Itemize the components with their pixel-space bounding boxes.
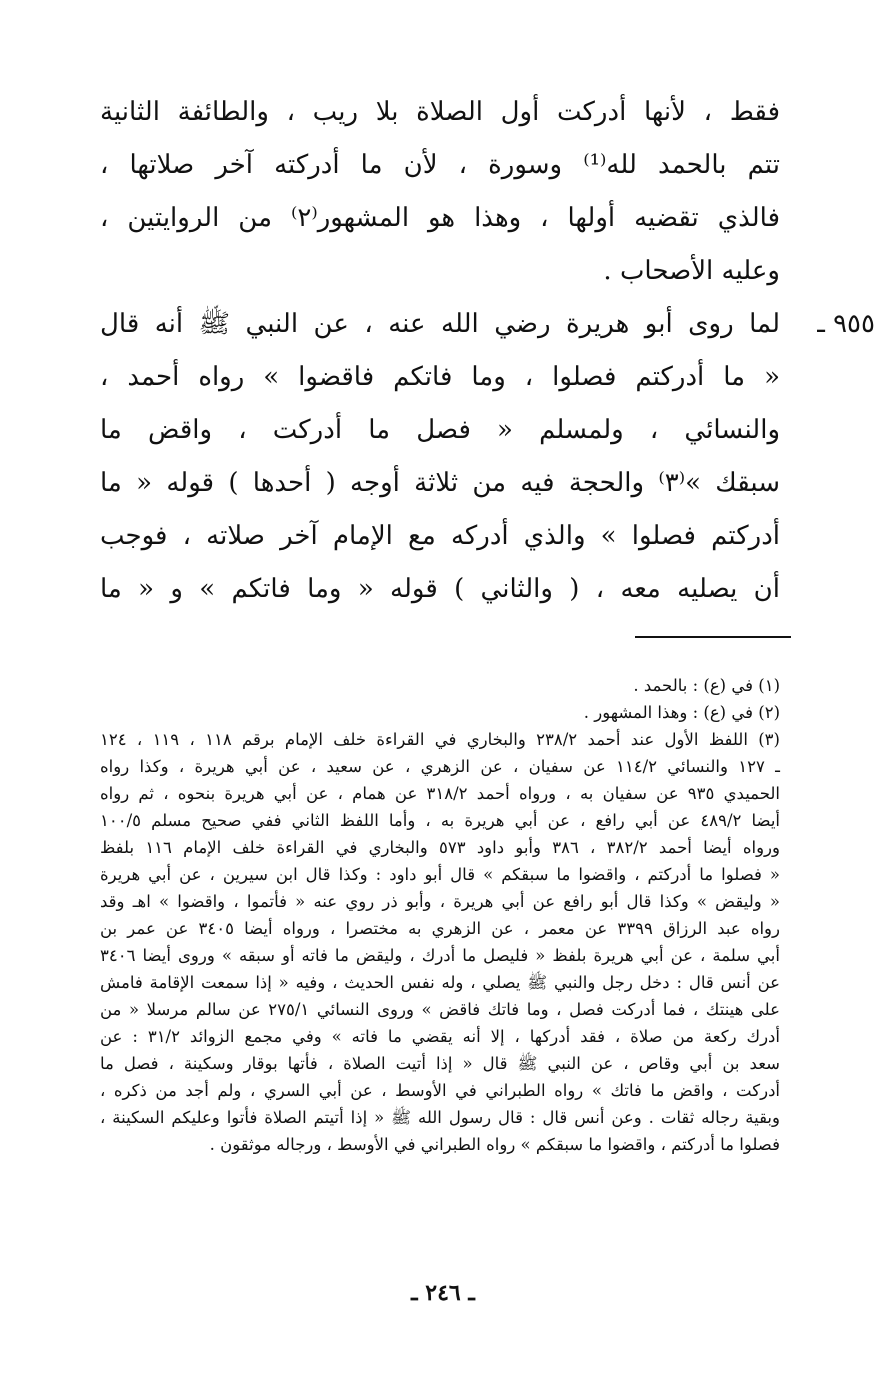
text-line: أدركتم فصلوا » والذي أدركه مع الإمام آخر صلاته ، فوجب [100,521,780,551]
text-line: والنسائي ، ولمسلم « فصل ما أدركت ، واقض ما [100,415,780,445]
footnote-3-line: ورواه أيضا أحمد ٣٨٢/٢ ، ٣٨٦ وأبو داود ٥٧٣ والبخاري في القراءة خلف الإمام ١١٦ بلفظ [100,838,780,857]
footnote-2: (٢) في (ع) : وهذا المشهور . [583,703,780,722]
text-line: سبقك »⁽٣⁾ والحجة فيه من ثلاثة أوجه ( أحدها ) قوله « ما [100,468,780,498]
main-text [100,86,875,616]
page-number: ـ ٢٤٦ ـ [411,1280,475,1306]
footnote-3-line: أيضا ٤٨٩/٢ عن أبي رافع ، عن أبي هريرة به ، وأما اللفظ الثاني ففي صحيح مسلم ١٠٠/٥ [100,811,780,830]
text-line: لما روى أبو هريرة رضي الله عنه ، عن النبي ﷺ أنه قال [100,309,780,339]
footnote-3-line: أدرك ركعة من صلاة ، فقد أدركها ، إلا أنه يقضي ما فاته » وفي مجمع الزوائد ٣١/٢ : عن [100,1027,780,1046]
footnote-3-line: على هينتك ، فما أدركت فصل ، وما فاتك فاقض » وروى النسائي ٢٧٥/١ عن سالم مرسلا « من [100,1000,780,1019]
text-line: وعليه الأصحاب . [603,256,780,286]
footnote-3-line: سعد بن أبي وقاص ، عن النبي ﷺ قال « إذا أتيت الصلاة ، فأتها بوقار وسكينة ، فصل ما [100,1054,780,1073]
footnote-divider [635,636,791,638]
footnote-3-line: (٣) اللفظ الأول عند أحمد ٢٣٨/٢ والبخاري في القراءة خلف الإمام برقم ١١٨ ، ١١٩ ، ١٢٤ [100,730,780,749]
footnote-3-line: وبقية رجاله ثقات . وعن أنس قال : قال رسول الله ﷺ « إذا أتيتم الصلاة فأتوا وعليكم السكينة ، [100,1108,780,1127]
text-line: تتم بالحمد لله⁽¹⁾ وسورة ، لأن ما أدركته آخر صلاتها ، [100,150,780,180]
text-line: « ما أدركتم فصلوا ، وما فاتكم فاقضوا » رواه أحمد ، [100,362,781,392]
footnote-3-line: « وليقض » وكذا قال أبو رافع عن أبي هريرة ، وأبو ذر روي عنه « فأتموا ، واقضوا » اهـ وقد [100,892,781,911]
text-line: فقط ، لأنها أدركت أول الصلاة بلا ريب ، والطائفة الثانية [100,97,780,127]
footnote-3-line: الحميدي ٩٣٥ عن سفيان به ، ورواه أحمد ٣١٨/٢ عن همام ، عن أبي هريرة بنحوه ، ثم رواه [100,784,780,803]
footnote-3-line: أبي سلمة ، عن أبي هريرة بلفظ « فليصل ما أدرك ، وليقض ما فاته أو سبقه » وروى أيضا ٣٤٠٦ [100,946,780,965]
text-line: فالذي تقضيه أولها ، وهذا هو المشهور⁽٢⁾ من الروايتين ، [100,203,781,233]
footnote-3-line: أدركت ، واقض ما فاتك » رواه الطبراني في الأوسط ، عن أبي السري ، ولم أجد من ذكره ، [100,1081,780,1100]
footnote-1: (١) في (ع) : بالحمد . [633,676,780,695]
issue-first-line [100,298,875,351]
text-line: أن يصليه معه ، ( والثاني ) قوله « وما فاتكم » و « ما [100,574,780,604]
footnote-3-line: رواه عبد الرزاق ٣٣٩٩ عن معمر ، عن الزهري به مختصرا ، ورواه أيضا ٣٤٠٥ عن عمر بن [100,919,780,938]
footnote-3-line: عن أنس قال : دخل رجل والنبي ﷺ يصلي ، وله نفس الحديث ، وفيه « إذا سمعت الإقامة فامش [100,973,780,992]
issue-number: ٩٥٥ ـ [817,309,875,339]
footnotes [100,672,780,1158]
footnote-3-line: « فصلوا ما أدركتم ، واقضوا ما سبقكم » قال أبو داود : وكذا قال ابن سيرين ، عن أبي هريرة [100,865,780,884]
footnote-3-line: فصلوا ما أدركتم ، واقضوا ما سبقكم » رواه الطبراني في الأوسط ، ورجاله موثقون . [209,1135,780,1154]
footnote-3-line: ـ ١٢٧ والنسائي ١١٤/٢ عن سفيان ، عن الزهري ، عن سعيد ، عن أبي هريرة ، وكذا رواه [100,757,780,776]
